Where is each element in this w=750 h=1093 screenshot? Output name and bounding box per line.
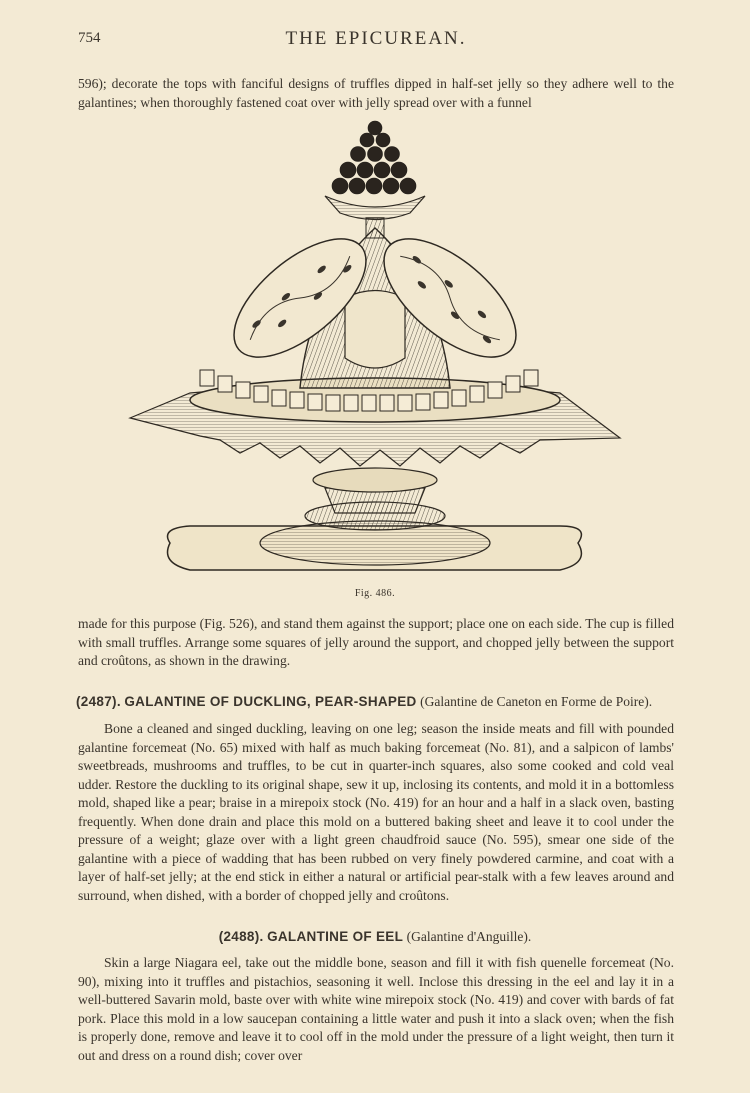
truffle-pile — [332, 121, 416, 194]
recipe-title: GALANTINE OF EEL — [267, 929, 404, 944]
recipe-body-2488: Skin a large Niagara eel, take out the middle bone, season and fill it with fish quenelle forcemeat (No. 90), mixing into it truffles and pistachios, seasoning it well. Inclose this dressing in the eel and lay it in a well-buttered Savarin mold, baste over with white wine mirepoix stock (No. 419) and cover with bards of fat pork. Place this mold in a low saucepan containing a little water and push it into a slack oven; when the fish is properly done, remove and leave it to cool off in the mold under the pressure of a light weight, then turn it out and dress on a round dish; cover over — [78, 955, 674, 1063]
running-title: THE EPICUREAN. — [285, 28, 467, 49]
recipe-number: (2487). — [76, 694, 121, 709]
figure-caption: Fig. 486. — [354, 588, 396, 599]
cup-stem — [366, 218, 384, 238]
galantine-centerpiece-illustration — [120, 118, 630, 588]
recipe-french-title: (Galantine d'Anguille). — [406, 929, 532, 944]
paragraph-top: 596); decorate the tops with fanciful designs of truffles dipped in half-set jelly so they adhere well to the galantines; when thoroughly fastened coat over with jelly spread over with a funnel — [78, 76, 674, 110]
recipe-body-2487: Bone a cleaned and singed duckling, leaving on one leg; season the inside meats and fill with pounded galantine forcemeat (No. 65) mixed with half as much baking forcemeat (No. 81), and a salpicon of lambs' sweetbreads, mushrooms and truffles, to be cut in quarter-inch squares, also some cooked and cold veal udder. Restore the duckling to its original shape, sew it up, inclosing its contents, and mold it in a bottomless mold, shaped like a pear; braise in a mirepoix stock (No. 419) for an hour and a half in a slack oven, basting frequently. When done drain and place this mold on a buttered baking sheet and leave it to cool under the pressure of a weight; glaze over with a light green chaudfroid sauce (No. 595), smear one side of the galantine with a piece of wadding that has been rubbed on very finely powdered carmine, and coat with a layer of half-set jelly; at the end stick in either a natural or artificial pear-stalk with a few leaves around and surround, when dished, with a border of chopped jelly and croûtons. — [78, 721, 674, 903]
page-header — [78, 30, 674, 52]
recipe-title: GALANTINE OF DUCKLING, PEAR-SHAPED — [124, 694, 417, 709]
paragraph-after-figure: made for this purpose (Fig. 526), and stand them against the support; place one on each side. The cup is filled with small truffles. Arrange some squares of jelly around the support, and chopped jelly between the support and croûtons, as shown in the drawing. — [78, 616, 674, 668]
pedestal-collar — [313, 468, 437, 492]
recipe-number: (2488). — [218, 929, 264, 944]
truffle-cup — [325, 196, 425, 220]
page-number: 754 — [78, 30, 101, 46]
recipe-heading-2487 — [76, 694, 676, 711]
shield-ornament — [345, 291, 405, 369]
recipe-french-title: (Galantine de Caneton en Forme de Poire). — [420, 694, 653, 709]
recipe-heading-2488 — [0, 929, 750, 946]
